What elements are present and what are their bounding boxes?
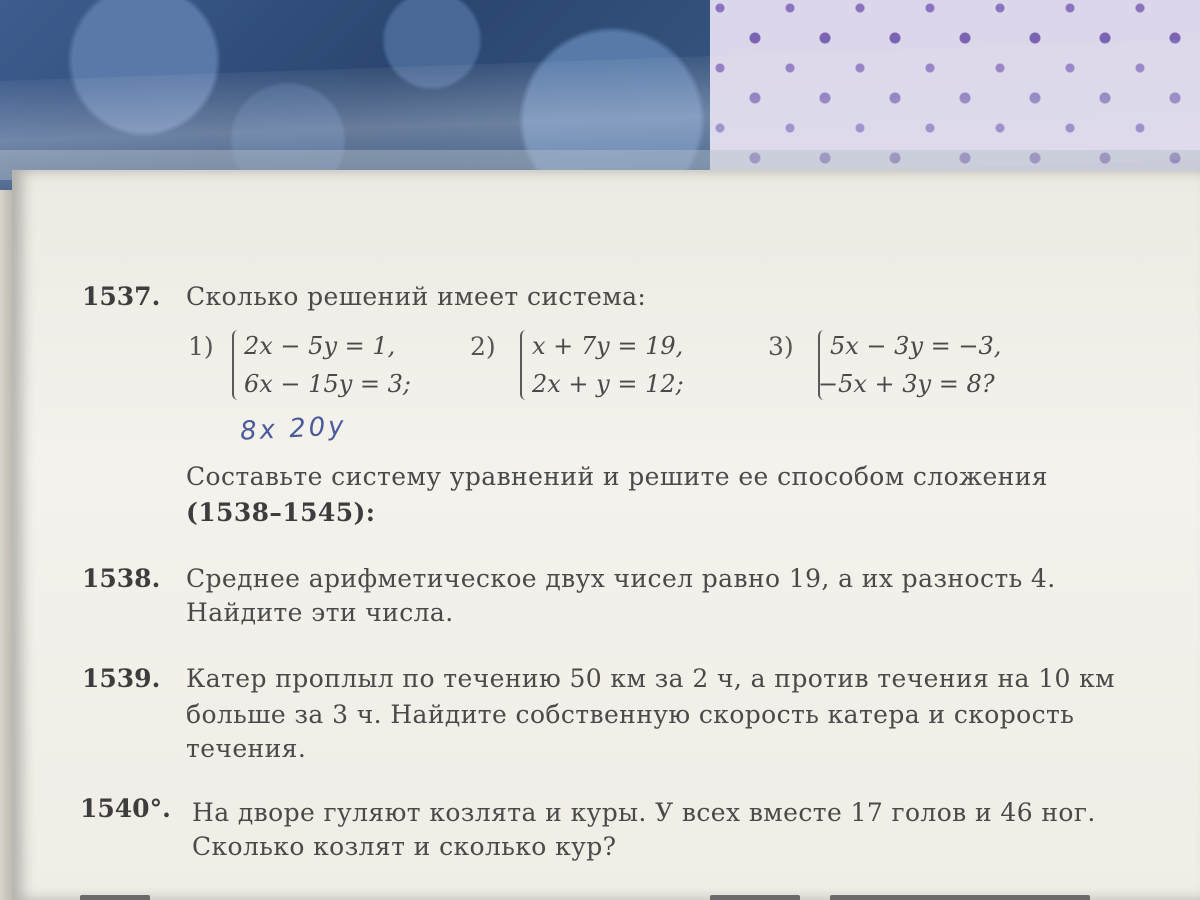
instruction-line-1: Составьте систему уравнений и решите ее способом сложения	[186, 462, 1048, 491]
problem-1540-line-1: На дворе гуляют козлята и куры. У всех вместе 17 голов и 46 ног.	[192, 798, 1096, 827]
system-1-equation-2: 6x − 15y = 3;	[244, 370, 411, 398]
system-3-equation-2: −5x + 3y = 8?	[818, 370, 995, 398]
system-2-equation-2: 2x + y = 12;	[532, 370, 684, 398]
problem-number-1540: 1540°.	[80, 794, 171, 823]
instruction-line-2: (1538–1545):	[186, 498, 376, 527]
problem-1539-line-3: течения.	[186, 734, 307, 763]
problem-number-1539: 1539.	[82, 664, 161, 693]
problem-1537-text: Сколько решений имеет система:	[186, 282, 647, 311]
system-2-label: 2)	[470, 332, 496, 361]
system-3-label: 3)	[768, 332, 794, 361]
textbook-page	[12, 170, 1200, 900]
cut-off-next-line	[80, 888, 1180, 900]
system-1-equation-1: 2x − 5y = 1,	[244, 332, 396, 360]
system-3-equation-1: 5x − 3y = −3,	[830, 332, 1002, 360]
problem-number-1537: 1537.	[82, 282, 161, 311]
system-2-equation-1: x + 7y = 19,	[532, 332, 684, 360]
problem-number-1538: 1538.	[82, 564, 161, 593]
system-2-brace	[520, 330, 532, 400]
problem-1538-line-2: Найдите эти числа.	[186, 598, 454, 627]
system-1-label: 1)	[188, 332, 214, 361]
problem-1538-line-1: Среднее арифметическое двух чисел равно 19, а их разность 4.	[186, 564, 1056, 593]
system-1-brace	[232, 330, 244, 400]
problem-1540-line-2: Сколько козлят и сколько кур?	[192, 832, 617, 861]
handwritten-note: 8x 20y	[239, 411, 348, 447]
problem-1539-line-2: больше за 3 ч. Найдите собственную скорость катера и скорость	[186, 700, 1075, 729]
problem-1539-line-1: Катер проплыл по течению 50 км за 2 ч, а против течения на 10 км	[186, 664, 1116, 693]
